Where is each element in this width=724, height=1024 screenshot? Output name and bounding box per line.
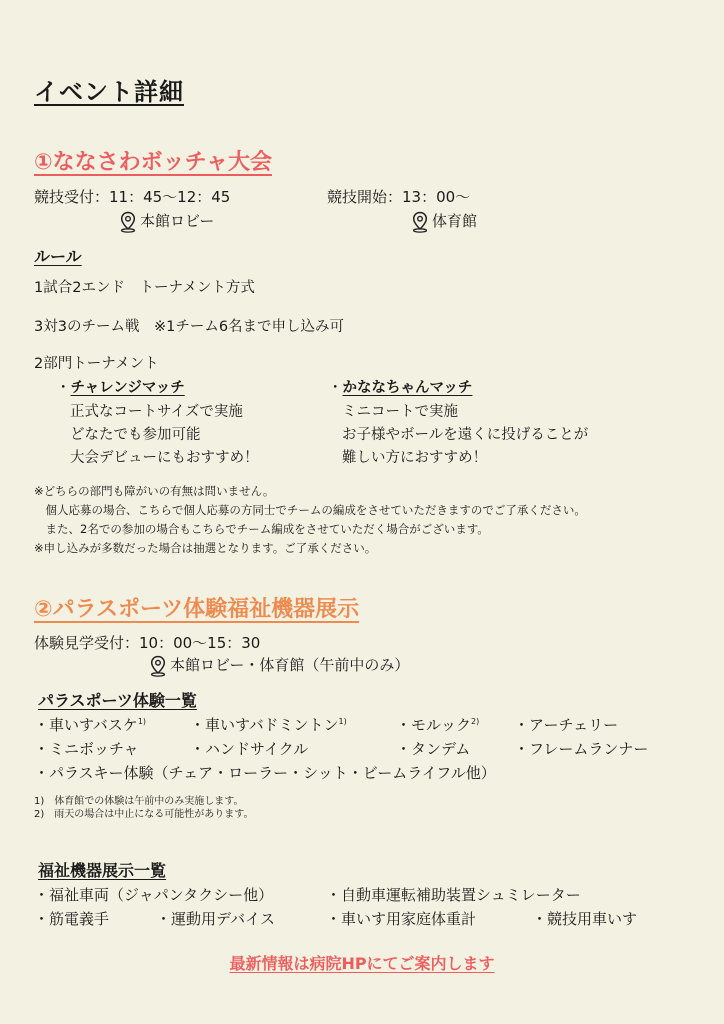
welfare-item: ・競技用車いす [532,910,638,928]
sport-item [34,714,146,735]
welfare-item: ・車いす用家庭体重計 [326,910,477,928]
footnote-mark: 1) [137,717,147,726]
sport-label: ・モルック [396,716,472,734]
note-line: ※どちらの部門も障がいの有無は問いません。 [34,484,275,498]
start-place-label: 体育館 [432,212,478,230]
sport-label: ・車いすバスケ [34,716,138,734]
sport-item [190,714,347,735]
map-pin-icon [118,211,138,233]
rules-heading: ルール [34,247,82,266]
sport-item: ・パラスキー体験（チェア・ローラー・シット・ビームライフル他） [34,764,496,782]
reception-time: 競技受付：11：45〜12：45 [34,188,231,206]
map-pin-icon [148,655,168,677]
experience-reception: 体験見学受付：10：00〜15：30 [34,634,261,652]
division-line: 正式なコートサイズで実施 [70,404,243,420]
rule-line: 2部門トーナメント [34,356,159,372]
start-time: 競技開始：13：00〜 [327,188,471,206]
note-line: また、2名での参加の場合もこちらでチーム編成をさせていただく場合がございます。 [34,522,489,536]
sports-heading: パラスポーツ体験一覧 [38,691,197,710]
section1-title: ①ななさわボッチャ大会 [34,150,272,175]
division-line: 大会デビューにもおすすめ！ [70,450,259,466]
welfare-item: ・福祉車両（ジャパンタクシー他） [34,886,274,904]
welfare-item: ・筋電義手 [34,910,110,928]
footnote-mark: 1) [338,717,347,726]
division-kanana-label: かななちゃんマッチ [342,380,473,396]
footnote-line: 1) 体育館での体験は午前中のみ実施します。 [34,796,244,807]
reception-place-label: 本館ロビー [140,212,215,230]
sport-label: ・車いすバドミントン [190,716,339,734]
division-line: お子様やボールを遠くに投げることが [342,427,589,443]
footnote-line: 2) 雨天の場合は中止になる可能性があります。 [34,809,254,820]
division-line: どなたでも参加可能 [70,427,201,443]
welfare-heading: 福祉機器展示一覧 [38,861,167,880]
experience-place [148,654,409,677]
notes [34,482,586,558]
welfare-item: ・自動車運転補助装置シュミレーター [326,886,581,904]
page-title: イベント詳細 [34,78,184,106]
footnote-mark: 2) [471,717,480,726]
sport-item: ・アーチェリー [514,716,619,734]
sport-item [396,714,479,735]
sport-item: ・フレームランナー [514,740,649,758]
sport-item: ・タンデム [396,740,471,758]
rule-line: 1試合2エンド トーナメント方式 [34,280,255,296]
rule-line: 3対3のチーム戦 ※1チーム6名まで申し込み可 [34,319,345,335]
division-line: ミニコートで実施 [342,404,458,420]
welfare-item: ・運動用デバイス [156,910,275,928]
footer-notice: 最新情報は病院HPにてご案内します [229,954,495,973]
division-challenge-label: チャレンジマッチ [70,380,185,396]
sport-item: ・ミニボッチャ [34,740,139,758]
start-place [410,210,477,233]
note-line: 個人応募の場合、こちらで個人応募の方同士でチームの編成をさせていただきますのでご了承ください。 [34,503,586,517]
footnotes [34,795,253,821]
division-name: ・かななちゃんマッチ [328,380,473,396]
map-pin-icon [410,211,430,233]
section2-title: ②パラスポーツ体験福祉機器展示 [34,597,360,622]
note-line: ※申し込みが多数だった場合は抽選となります。ご了承ください。 [34,541,377,555]
division-line: 難しい方におすすめ！ [342,450,488,466]
division-name: ・チャレンジマッチ [56,380,185,396]
sport-item: ・ハンドサイクル [190,740,309,758]
experience-place-label: 本館ロビー・体育館（午前中のみ） [170,656,410,674]
reception-place [118,210,214,233]
